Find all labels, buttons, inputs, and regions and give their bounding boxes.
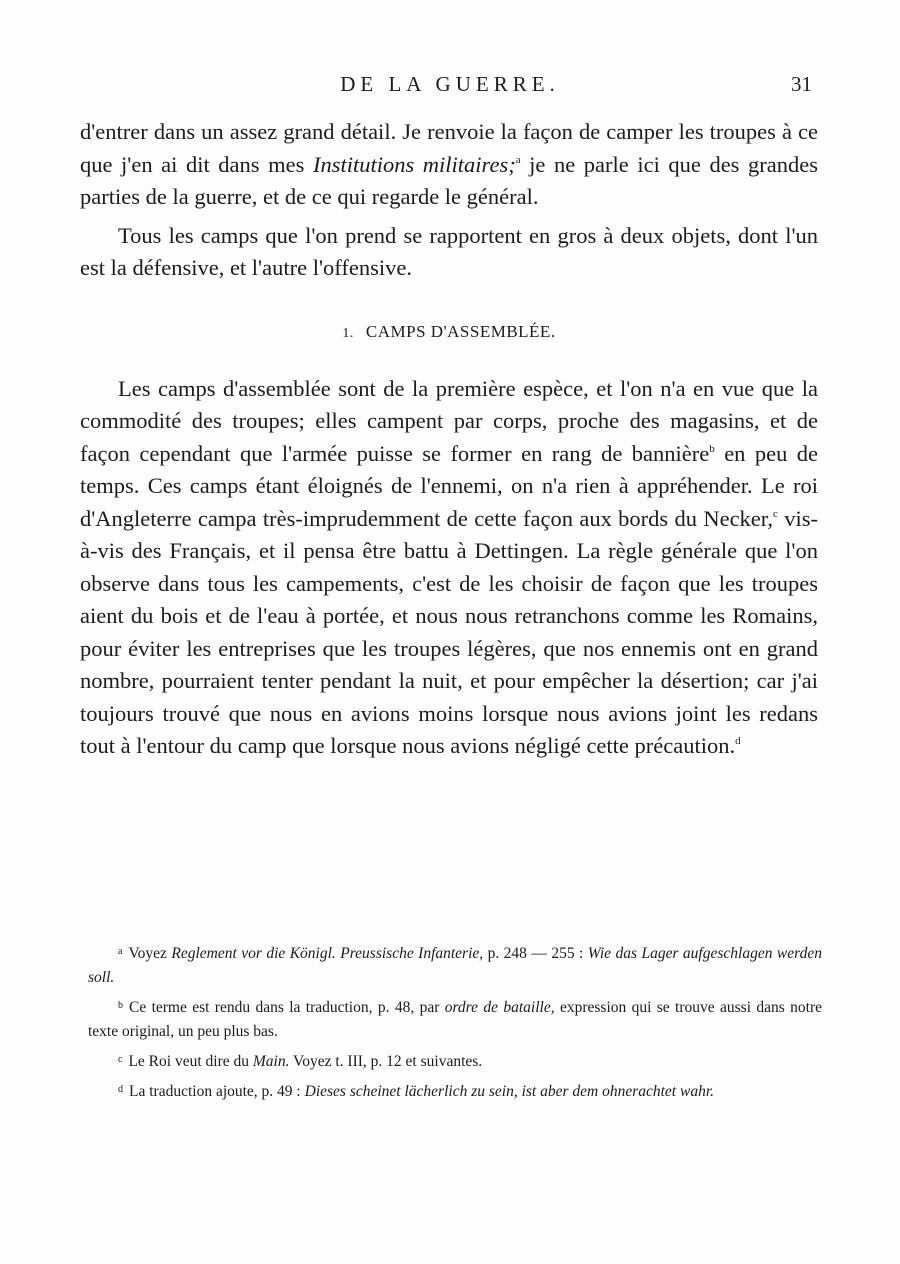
- note-ref-d: d: [735, 735, 741, 747]
- paragraph-1: [80, 116, 818, 214]
- footnote-text: expression qui se trouve aussi dans notre texte original, un peu plus bas.: [88, 999, 822, 1040]
- running-head: [88, 72, 812, 102]
- footnote-mark: b: [118, 1000, 123, 1011]
- running-title: DE LA GUERRE.: [340, 72, 560, 96]
- paragraph-1-text: d'entrer dans un assez grand détail. Je renvoie la façon de camper les troupes à ce que j'en ai dit dans mes: [80, 119, 818, 177]
- page-number: 31: [791, 72, 812, 96]
- footnotes: [88, 940, 822, 1108]
- footnote-c: [88, 1048, 822, 1074]
- book-title: Institutions militaires;: [312, 151, 516, 177]
- paragraph-2: Tous les camps que l'on prend se rapportent en gros à deux objets, dont l'un est la défensive, et l'autre l'offensive.: [80, 222, 818, 280]
- paragraph-3-text: Les camps d'assemblée sont de la première espèce, et l'on n'a en vue que la commodité des troupes; elles campent par corps, proche des magasins, et de façon cependant que l'armée puisse se former en rang de bannière: [80, 375, 818, 466]
- footnote-mark: c: [118, 1054, 123, 1065]
- footnote-text: Ce terme est rendu dans la traduction, p. 48, par: [129, 999, 445, 1016]
- footnote-term: Main.: [252, 1053, 290, 1070]
- paragraph-3-text-3: vis-à-vis des Français, et il pensa être battu à Dettingen. La règle générale que l'on observe dans tous les campements, c'est de les choisir de façon que les troupes aient du bois et de l'eau à portée, et nous nous retranchons comme les Romains, pour éviter les entreprises que les troupes légères, que nos ennemis ont en grand nombre, pourraient tenter pendant la nuit, et pour empêcher la désertion; car j'ai toujours trouvé que nous en avions moins lorsque nous avions joint les redans tout à l'entour du camp que lorsque nous avions négligé cette précaution.: [80, 505, 818, 758]
- note-ref-a: a: [515, 153, 521, 166]
- footnote-mark: d: [118, 1084, 123, 1095]
- footnote-d: [88, 1078, 822, 1104]
- note-ref-b: b: [709, 442, 715, 455]
- footnote-mark: a: [118, 946, 123, 957]
- footnote-text: Voyez t. III, p. 12 et suivantes.: [289, 1053, 483, 1070]
- paragraph-3-text-2: en peu de temps. Ces camps étant éloignés de l'ennemi, on n'a rien à appréhender. Le roi d'Angleterre campa très-imprudemment de cette façon aux bords du Necker,: [80, 440, 818, 531]
- footnote-a: [88, 940, 822, 990]
- section-title: CAMPS D'ASSEMBLÉE.: [365, 321, 556, 341]
- footnote-text: Voyez: [128, 945, 172, 962]
- body-text: [80, 116, 818, 763]
- footnote-term: ordre de bataille,: [444, 999, 555, 1016]
- section-heading: [80, 321, 818, 345]
- footnote-title: Reglement vor die Königl. Preussische Infanterie,: [171, 945, 484, 962]
- footnote-text: p. 248 — 255 :: [483, 945, 588, 962]
- footnote-text: Le Roi veut dire du: [128, 1053, 253, 1070]
- paragraph-1-text-end: je ne parle ici que des grandes parties de la guerre, et de ce qui regarde le général.: [80, 151, 818, 209]
- note-ref-c: c: [773, 507, 778, 520]
- footnote-b: [88, 994, 822, 1044]
- footnote-quote: Wie das Lager aufgeschlagen werden soll.: [88, 945, 822, 986]
- paragraph-3: [80, 373, 818, 763]
- footnote-text: La traduction ajoute, p. 49 :: [129, 1083, 305, 1100]
- section-number: 1.: [342, 325, 354, 341]
- footnote-quote: Dieses scheinet lächerlich zu sein, ist aber dem ohnerachtet wahr.: [304, 1083, 715, 1100]
